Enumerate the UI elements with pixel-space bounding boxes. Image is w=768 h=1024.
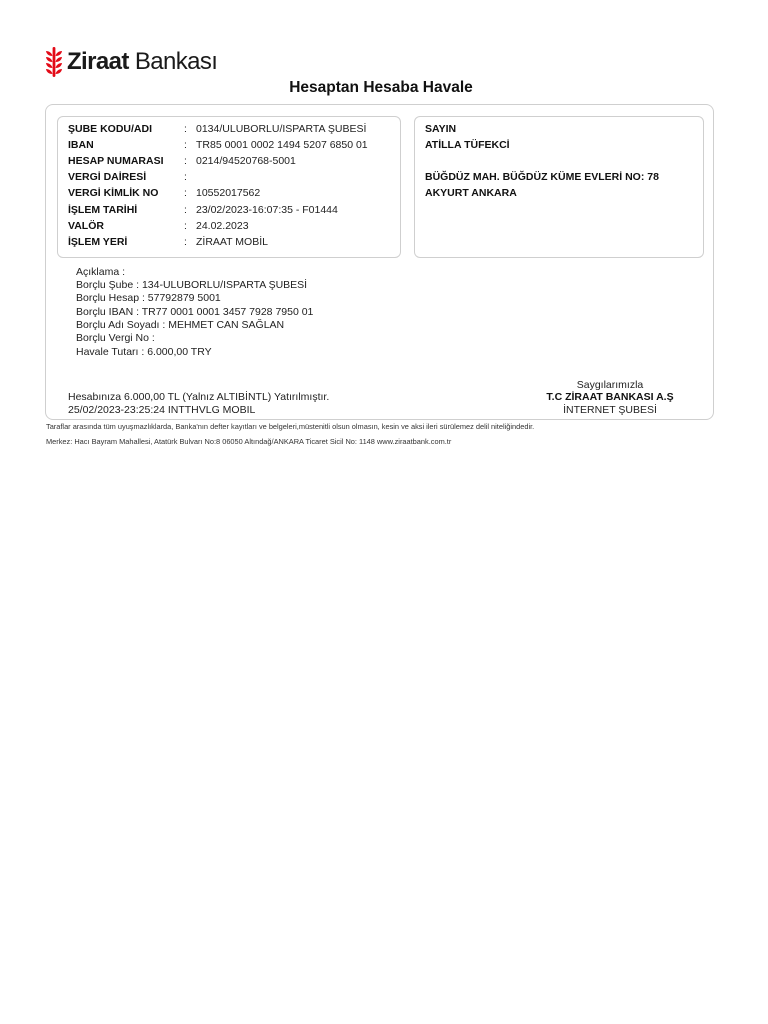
info-label: VERGİ KİMLİK NO [68, 187, 159, 199]
recipient-address-line2: AKYURT ANKARA [425, 187, 517, 199]
recipient-name: ATİLLA TÜFEKCİ [425, 139, 510, 151]
info-separator: : [184, 187, 187, 199]
info-label: HESAP NUMARASI [68, 155, 164, 167]
info-separator: : [184, 236, 187, 248]
info-label: İŞLEM TARİHİ [68, 204, 138, 216]
signature-branch: İNTERNET ŞUBESİ [563, 404, 657, 416]
info-value: ZİRAAT MOBİL [196, 236, 268, 248]
info-separator: : [184, 139, 187, 151]
description-line: Borçlu Adı Soyadı : MEHMET CAN SAĞLAN [76, 319, 285, 331]
info-separator: : [184, 123, 187, 135]
info-value: 24.02.2023 [196, 220, 249, 232]
info-value: 0214/94520768-5001 [196, 155, 296, 167]
bank-name-regular: Bankası [134, 48, 218, 75]
bank-name [67, 46, 217, 78]
bank-name-bold: Ziraat [67, 48, 129, 75]
recipient-salutation: SAYIN [425, 123, 457, 135]
info-value: 0134/ULUBORLU/ISPARTA ŞUBESİ [196, 123, 367, 135]
info-separator: : [184, 155, 187, 167]
info-value: TR85 0001 0002 1494 5207 6850 01 [196, 139, 368, 151]
info-label: IBAN [68, 139, 94, 151]
info-separator: : [184, 220, 187, 232]
transfer-note-line2: 25/02/2023-23:25:24 INTTHVLG MOBIL [68, 404, 256, 416]
description-line: Borçlu IBAN : TR77 0001 0001 3457 7928 7950 01 [76, 306, 314, 318]
info-value: 23/02/2023-16:07:35 - F01444 [196, 204, 338, 216]
info-label: VERGİ DAİRESİ [68, 171, 147, 183]
description-line: Açıklama : [76, 266, 126, 278]
signature-bank: T.C ZİRAAT BANKASI A.Ş [546, 391, 674, 403]
description-line: Borçlu Vergi No : [76, 332, 155, 344]
footer-disclaimer: Taraflar arasında tüm uyuşmazlıklarda, Banka'nın defter kayıtları ve belgeleri,müstenitli olsun olmasın, kesin ve aksi ileri sürülemez delil niteliğindedir. [46, 422, 535, 431]
recipient-address-line1: BÜĞDÜZ MAH. BÜĞDÜZ KÜME EVLERİ NO: 78 [425, 171, 659, 183]
description-line: Borçlu Şube : 134-ULUBORLU/ISPARTA ŞUBESİ [76, 279, 308, 291]
transfer-note-line1: Hesabınıza 6.000,00 TL (Yalnız ALTIBİNTL) Yatırılmıştır. [68, 391, 330, 403]
info-separator: : [184, 204, 187, 216]
signature-greeting: Saygılarımızla [576, 379, 644, 391]
document-title: Hesaptan Hesaba Havale [289, 79, 473, 96]
description-line: Havale Tutarı : 6.000,00 TRY [76, 346, 212, 358]
info-label: ŞUBE KODU/ADI [68, 123, 153, 135]
description-line: Borçlu Hesap : 57792879 5001 [76, 292, 221, 304]
info-value: 10552017562 [196, 187, 261, 199]
bank-logo [45, 46, 217, 78]
info-label: İŞLEM YERİ [68, 236, 128, 248]
footer-address: Merkez: Hacı Bayram Mahallesi, Atatürk Bulvarı No:8 06050 Altındağ/ANKARA Ticaret Sicil No: 1148 www.ziraatbank.com.tr [46, 437, 452, 446]
wheat-logo-icon [45, 46, 63, 78]
info-label: VALÖR [68, 220, 104, 232]
info-separator: : [184, 171, 187, 183]
